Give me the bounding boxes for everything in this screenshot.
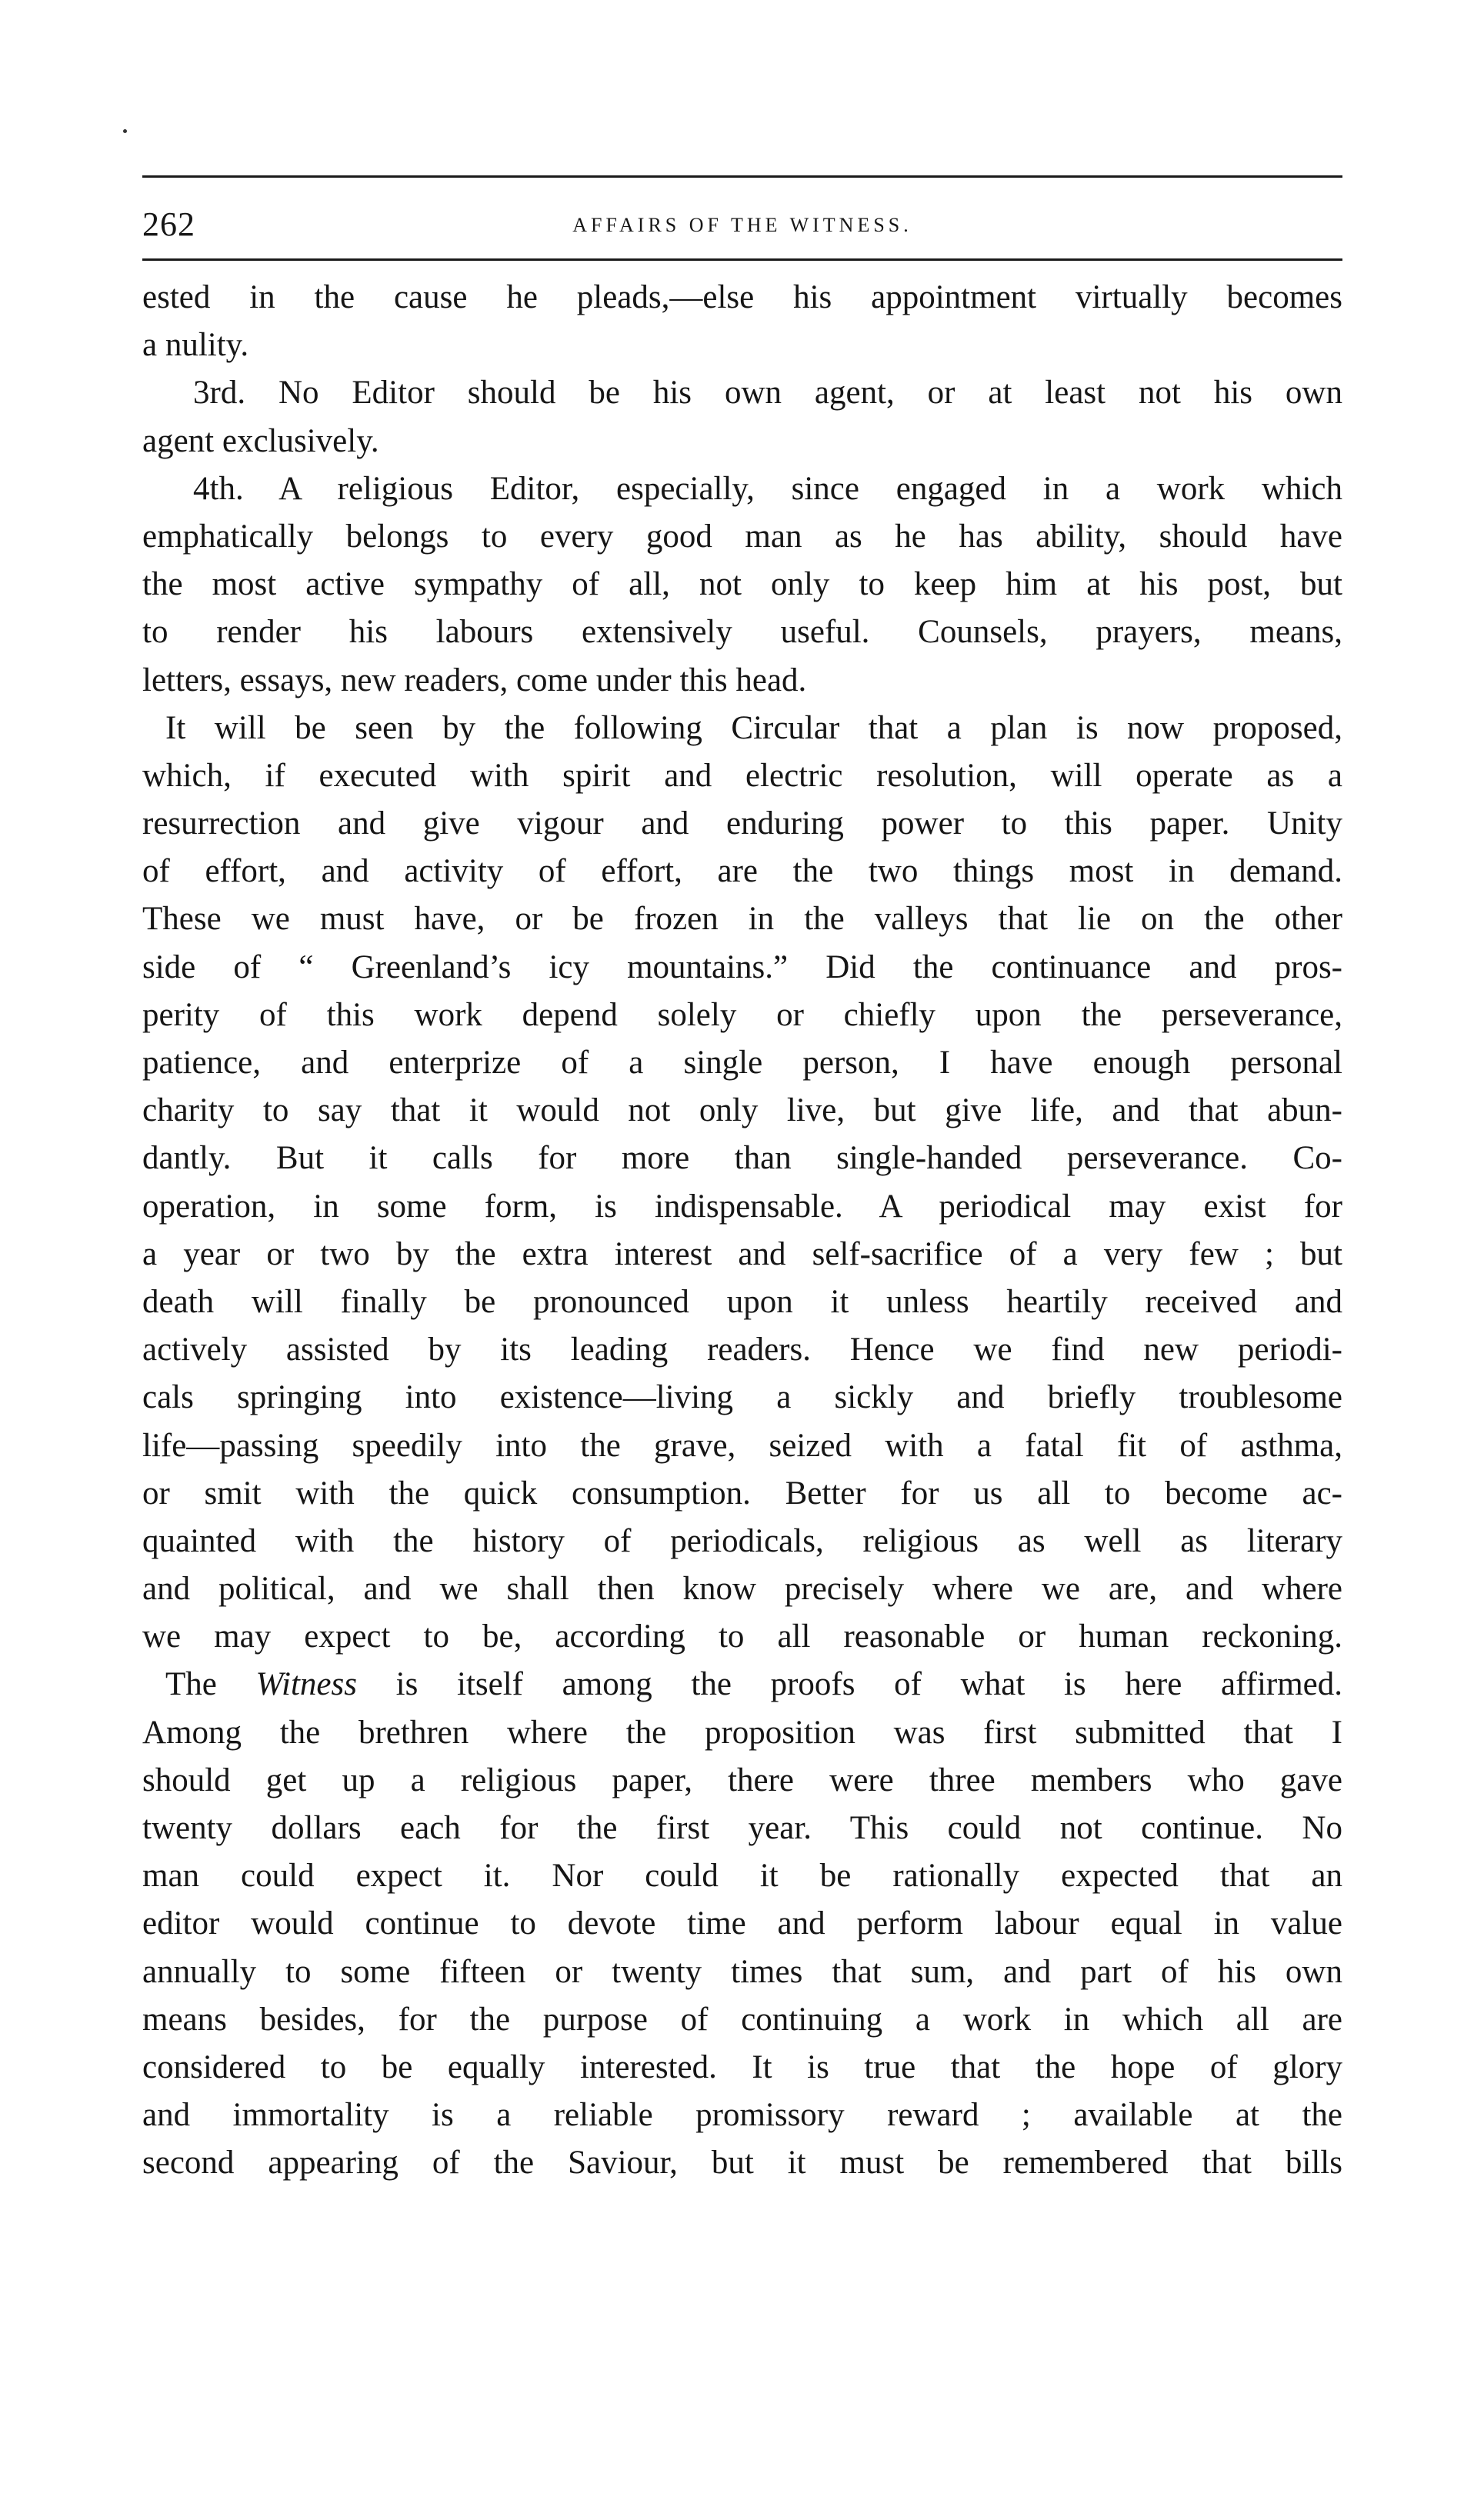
text-line: operation, in some form, is indispensable. A periodical may exist for <box>142 1188 1342 1225</box>
text-line: cals springing into existence—living a sickly and briefly troublesome <box>142 1379 1342 1416</box>
text-line: and immortality is a reliable promissory reward ; available at the <box>142 2097 1342 2134</box>
text-line: means besides, for the purpose of continuing a work in which all are <box>142 2001 1342 2038</box>
text-line: 3rd. No Editor should be his own agent, or at least not his own <box>193 375 1342 412</box>
text-line: second appearing of the Saviour, but it must be remembered that bills <box>142 2145 1342 2182</box>
text-line: dantly. But it calls for more than single-handed perseverance. Co- <box>142 1140 1342 1177</box>
text-line: agent exclusively. <box>142 422 379 459</box>
text-line: considered to be equally interested. It is true that the hope of glory <box>142 2048 1342 2085</box>
text-line: annually to some fifteen or twenty times that sum, and part of his own <box>142 1953 1342 1990</box>
text-line: which, if executed with spirit and electric resolution, will operate as a <box>142 757 1342 794</box>
text-line: we may expect to be, according to all reasonable or human reckoning. <box>142 1618 1342 1655</box>
text-line: to render his labours extensively useful. Counsels, prayers, means, <box>142 614 1342 651</box>
text-line: and political, and we shall then know precisely where we are, and where <box>142 1571 1342 1608</box>
text-line: ested in the cause he pleads,—else his appointment virtually becomes <box>142 279 1342 315</box>
text-line: of effort, and activity of effort, are the two things most in demand. <box>142 853 1342 890</box>
text-line: the most active sympathy of all, not only to keep him at his post, but <box>142 566 1342 603</box>
text-line: editor would continue to devote time and perform labour equal in value <box>142 1905 1342 1942</box>
text-line: perity of this work depend solely or chiefly upon the perseverance, <box>142 996 1342 1033</box>
text-line: a year or two by the extra interest and self-sacrifice of a very few ; but <box>142 1235 1342 1272</box>
text-line: should get up a religious paper, there were three members who gave <box>142 1762 1342 1798</box>
running-head: AFFAIRS OF THE WITNESS. <box>572 214 912 236</box>
text-line: It will be seen by the following Circular that a plan is now proposed, <box>165 709 1342 746</box>
text-line: life—passing speedily into the grave, seized with a fatal fit of asthma, <box>142 1427 1342 1464</box>
text-line: twenty dollars each for the first year. This could not continue. No <box>142 1810 1342 1846</box>
page-number: 262 <box>142 205 195 243</box>
header-rule <box>142 258 1342 261</box>
text-line: The Witness is itself among the proofs of what is here affirmed. <box>165 1666 1342 1703</box>
text-line: quainted with the history of periodicals, religious as well as literary <box>142 1522 1342 1559</box>
text-line: 4th. A religious Editor, especially, since engaged in a work which <box>193 470 1342 507</box>
text-line: patience, and enterprize of a single person, I have enough personal <box>142 1045 1342 1081</box>
text-line: death will finally be pronounced upon it unless heartily received and <box>142 1283 1342 1320</box>
text-line: resurrection and give vigour and enduring power to this paper. Unity <box>142 805 1342 842</box>
text-line: a nulity. <box>142 327 249 364</box>
text-line: emphatically belongs to every good man as he has ability, should have <box>142 518 1342 555</box>
text-line: letters, essays, new readers, come under this head. <box>142 662 807 698</box>
text-line: actively assisted by its leading readers. Hence we find new periodi- <box>142 1332 1342 1368</box>
text-line: Among the brethren where the proposition was first submitted that I <box>142 1714 1342 1751</box>
text-line: man could expect it. Nor could it be rationally expected that an <box>142 1858 1342 1895</box>
body-text <box>142 274 1342 2188</box>
top-rule <box>142 175 1342 178</box>
text-line: side of “ Greenland’s icy mountains.” Did the continuance and pros- <box>142 948 1342 985</box>
text-line: charity to say that it would not only live, but give life, and that abun- <box>142 1092 1342 1129</box>
page-header <box>142 202 1342 248</box>
print-speck <box>123 129 127 133</box>
text-line: These we must have, or be frozen in the valleys that lie on the other <box>142 901 1342 938</box>
text-line: or smit with the quick consumption. Better for us all to become ac- <box>142 1475 1342 1512</box>
